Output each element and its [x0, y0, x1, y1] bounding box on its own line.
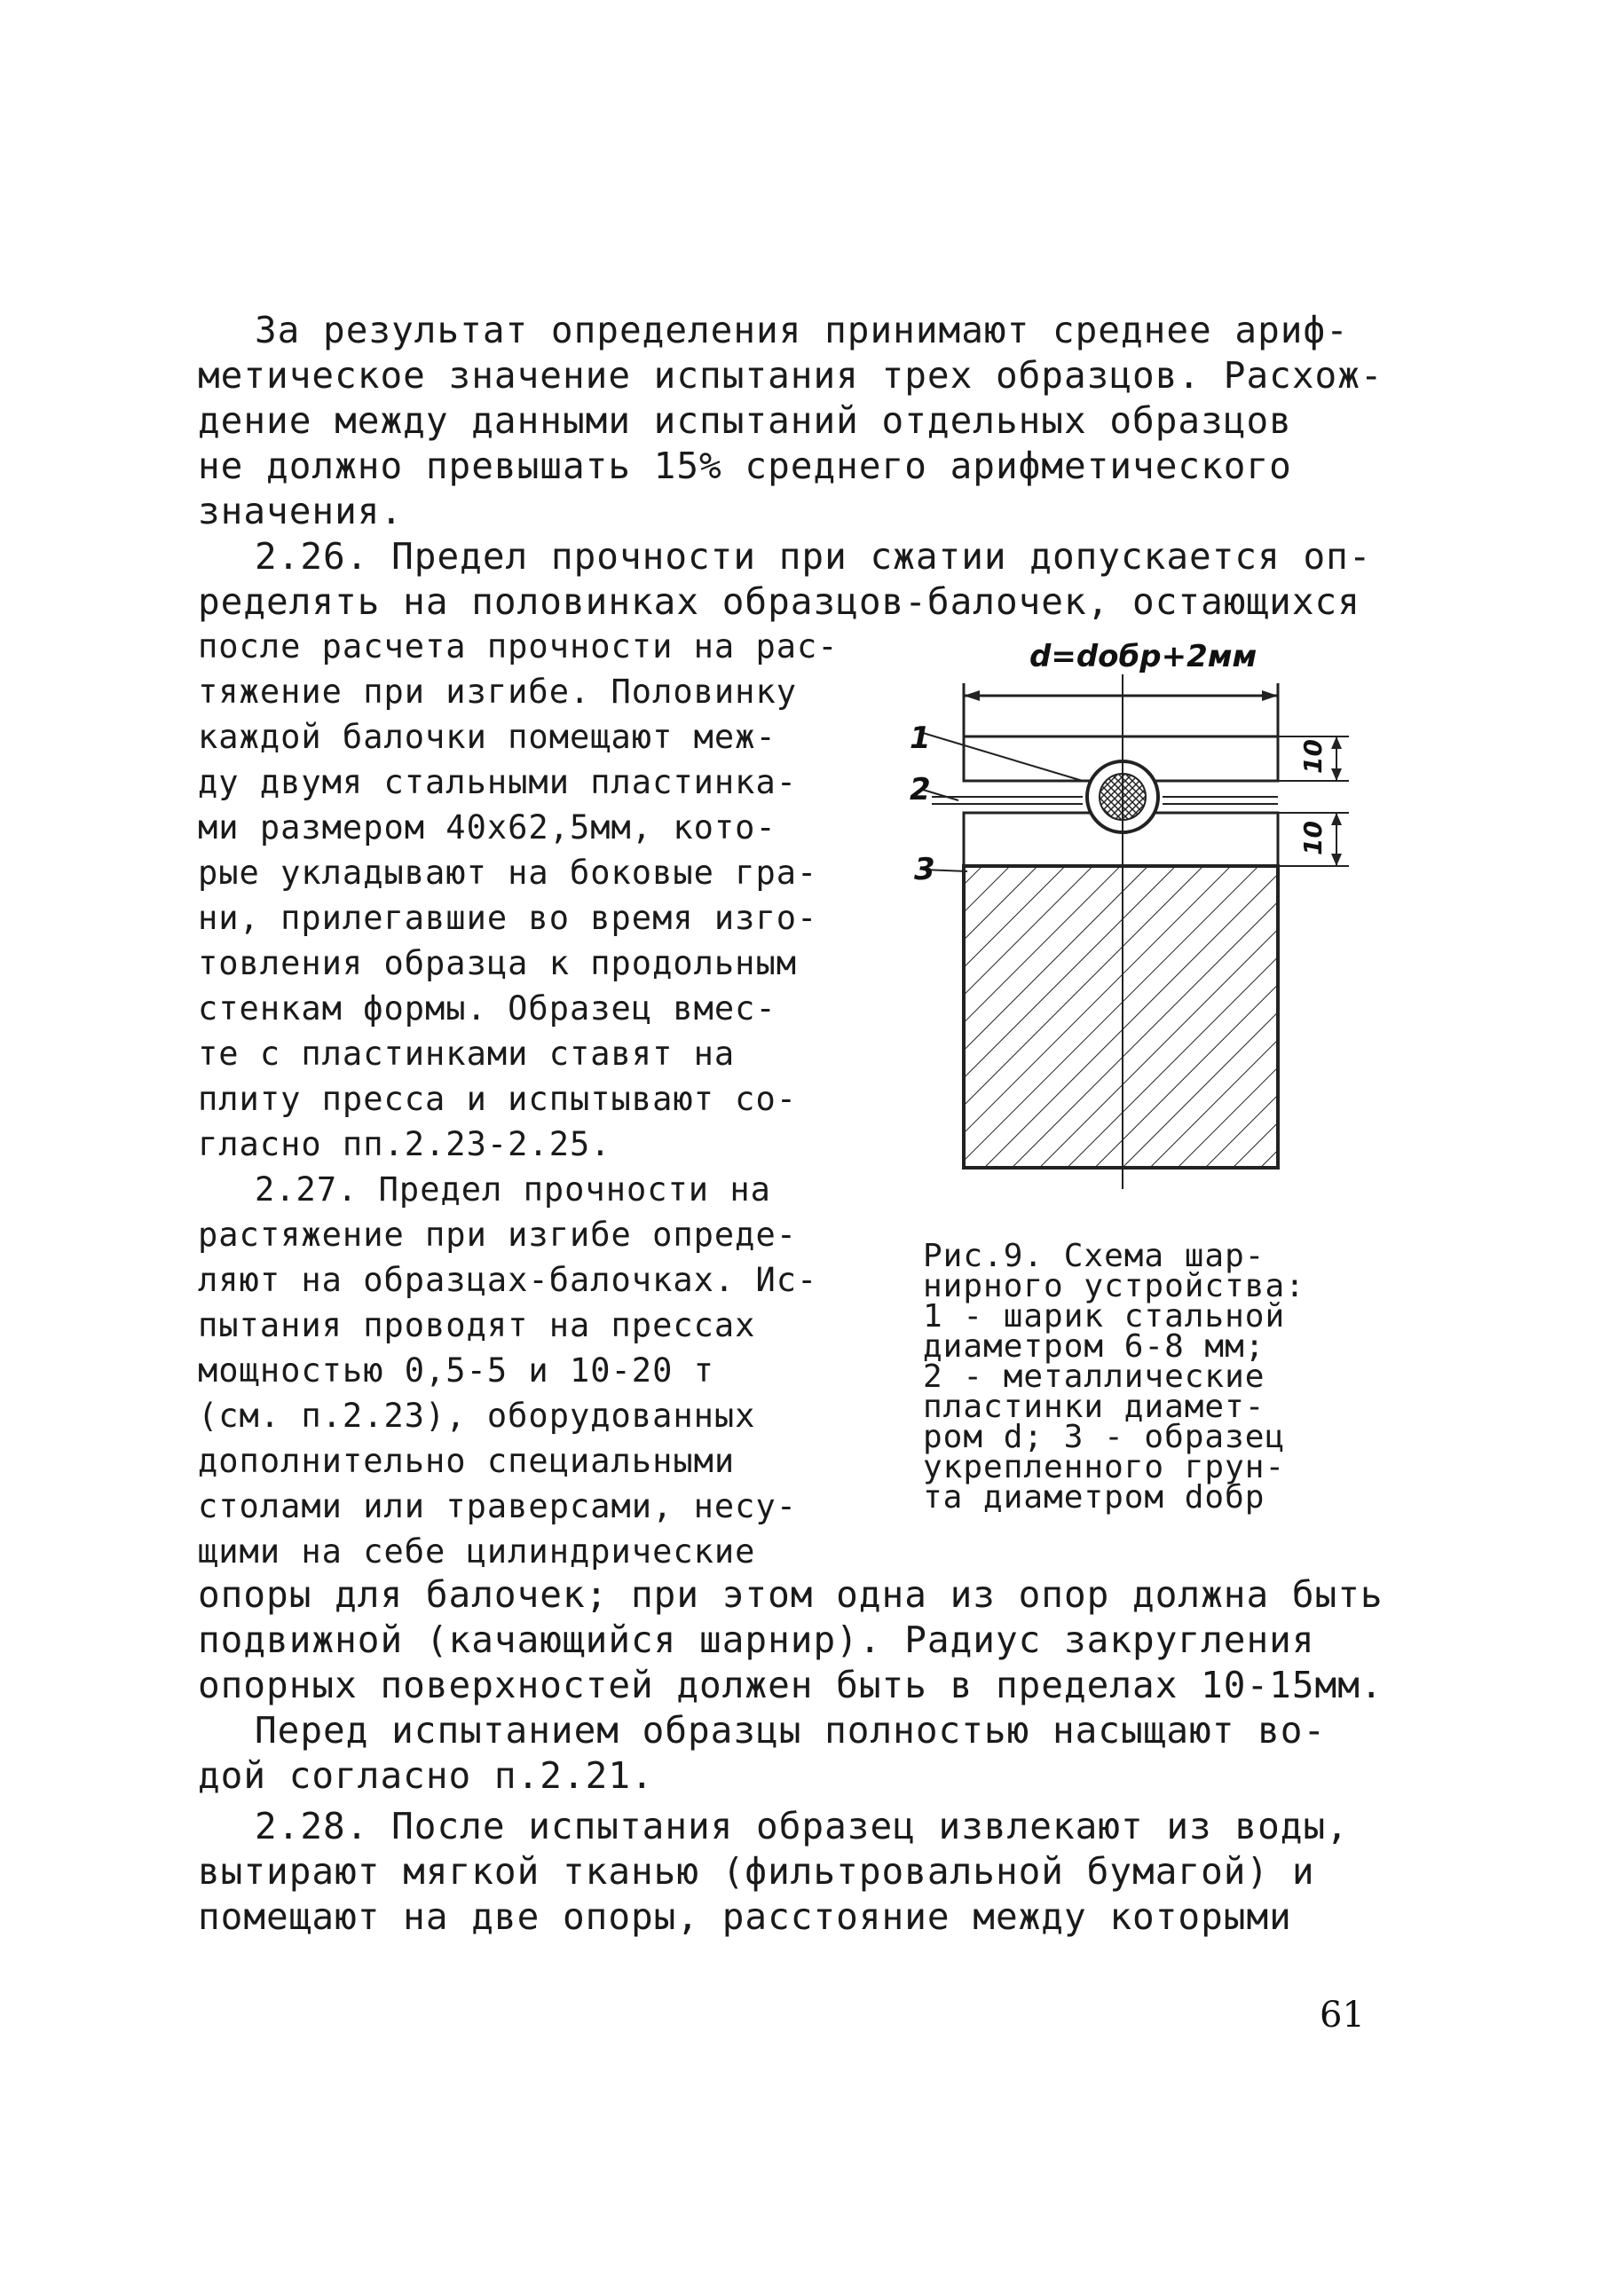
- dim-bottom-label: 10: [1297, 821, 1328, 855]
- soil-specimen: [964, 866, 1278, 1168]
- text-line: щими на себе цилиндрические: [198, 1532, 756, 1571]
- text-line: не должно превышать 15% среднего арифметического: [198, 445, 1292, 487]
- hinge-diagram: [905, 639, 1402, 1242]
- text-line: помещают на две опоры, расстояние между которыми: [198, 1895, 1292, 1938]
- caption-line: 2 - металлические: [923, 1359, 1265, 1395]
- text-line: ду двумя стальными пластинка-: [198, 763, 798, 801]
- text-line: ляют на образцах-балочках. Ис-: [198, 1261, 818, 1299]
- text-line: (см. п.2.23), оборудованных: [198, 1397, 756, 1435]
- text-line: опорных поверхностей должен быть в пределах 10-15мм.: [198, 1664, 1384, 1706]
- caption-line: 1 - шарик стальной: [923, 1298, 1286, 1335]
- caption-line: Рис.9. Схема шар-: [923, 1238, 1265, 1274]
- text-line: гласно пп.2.23-2.25.: [198, 1125, 611, 1163]
- caption-line: укрепленного грун-: [923, 1449, 1286, 1485]
- text-line: мощностью 0,5-5 и 10-20 т: [198, 1351, 714, 1390]
- page-number: 61: [1320, 1995, 1365, 2036]
- text-line: пытания проводят на прессах: [198, 1306, 756, 1344]
- dimension-label: d=dобр+2мм: [1029, 639, 1257, 674]
- text-line: Перед испытанием образцы полностью насыщают во-: [255, 1709, 1327, 1752]
- caption-line: ром d; 3 - образец: [923, 1419, 1286, 1455]
- caption-line: нирного устройства:: [923, 1268, 1305, 1304]
- label-3: 3: [914, 852, 935, 887]
- label-1: 1: [910, 721, 931, 756]
- text-line: товления образца к продольным: [198, 944, 798, 982]
- text-line: рые укладывают на боковые гра-: [198, 854, 818, 892]
- text-line: каждой балочки помещают меж-: [198, 718, 777, 756]
- text-line: вытирают мягкой тканью (фильтровальной бумагой) и: [198, 1850, 1315, 1893]
- caption-line: та диаметром dобр: [923, 1479, 1265, 1516]
- text-line: после расчета прочности на рас-: [198, 627, 839, 666]
- text-line: тяжение при изгибе. Половинку: [198, 673, 798, 711]
- text-line: ми размером 40х62,5мм, кото-: [198, 808, 777, 847]
- text-line: 2.28. После испытания образец извлекают из воды,: [255, 1805, 1349, 1847]
- text-line: растяжение при изгибе опреде-: [198, 1216, 798, 1254]
- text-line: дение между данными испытаний отдельных образцов: [198, 399, 1292, 442]
- text-line: За результат определения принимают среднее ариф-: [255, 309, 1349, 351]
- text-line: те с пластинками ставят на: [198, 1035, 736, 1073]
- caption-line: пластинки диамет-: [923, 1389, 1265, 1425]
- text-line: ни, прилегавшие во время изго-: [198, 899, 818, 937]
- text-line: значения.: [198, 490, 404, 532]
- text-line: плиту пресса и испытывают со-: [198, 1080, 798, 1118]
- text-line: метическое значение испытания трех образцов. Расхож-: [198, 354, 1384, 397]
- text-line: дополнительно специальными: [198, 1442, 736, 1480]
- caption-line: диаметром 6-8 мм;: [923, 1328, 1265, 1365]
- label-2: 2: [910, 772, 931, 807]
- text-line: подвижной (качающийся шарнир). Радиус закругления: [198, 1618, 1315, 1661]
- text-line: дой согласно п.2.21.: [198, 1754, 654, 1797]
- text-line: 2.27. Предел прочности на: [255, 1170, 771, 1209]
- text-line: 2.26. Предел прочности при сжатии допускается оп-: [255, 535, 1372, 578]
- text-line: опоры для балочек; при этом одна из опор должна быть: [198, 1573, 1384, 1616]
- text-line: стенкам формы. Образец вмес-: [198, 989, 777, 1028]
- text-line: столами или траверсами, несу-: [198, 1487, 798, 1525]
- hinge-diagram-drawing: [905, 639, 1402, 1242]
- dim-top-label: 10: [1297, 739, 1328, 774]
- text-line: ределять на половинках образцов-балочек, остающихся: [198, 580, 1360, 623]
